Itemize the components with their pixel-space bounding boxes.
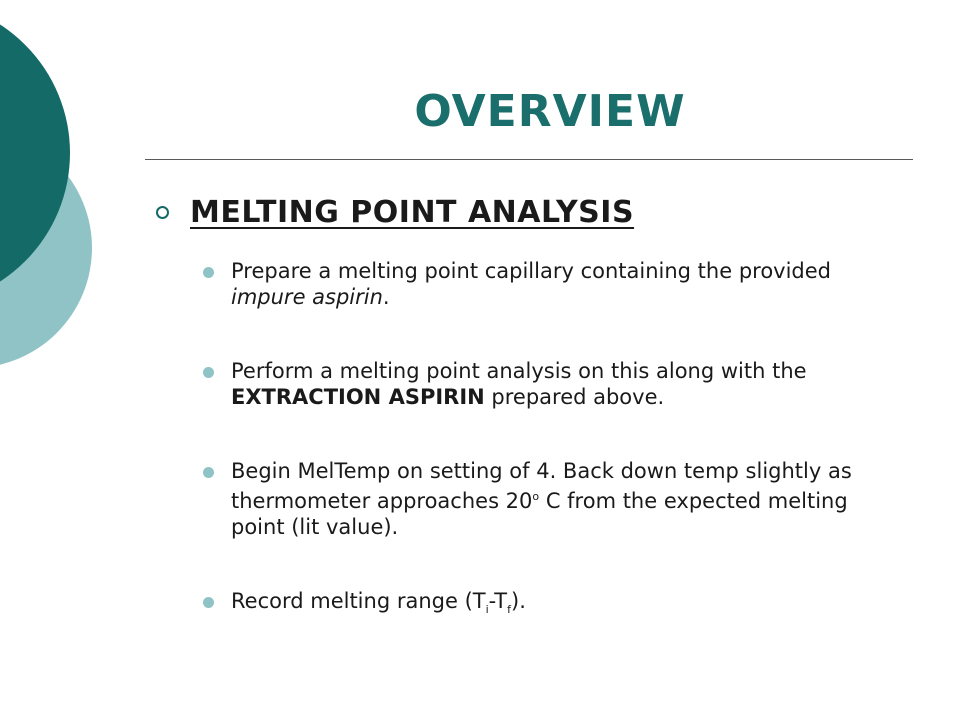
bullet-dot-icon: [203, 267, 214, 278]
section-heading: MELTING POINT ANALYSIS: [190, 195, 635, 230]
bullet-text: [231, 458, 903, 540]
bullet-list: [203, 258, 903, 623]
bullet-text: [231, 258, 903, 310]
bullet-text-part: ).: [511, 589, 526, 613]
impure-aspirin-emphasis: impure aspirin: [231, 285, 383, 309]
bullet-text-part: prepared above.: [484, 385, 665, 409]
bullet-text-part: C from the expected melting point (lit value).: [231, 489, 848, 539]
bullet-text: [231, 588, 903, 623]
bullet-text-part: Record melting range (T: [231, 589, 486, 613]
hollow-circle-bullet-icon: [156, 206, 169, 219]
bullet-dot-icon: [203, 467, 214, 478]
list-item: [203, 588, 903, 623]
slide-title: OVERVIEW: [414, 86, 686, 137]
bullet-text: [231, 358, 903, 410]
subscript-initial: i: [485, 603, 489, 617]
bullet-text-part: -T: [488, 589, 508, 613]
subscript-final: f: [507, 603, 512, 617]
bullet-dot-icon: [203, 367, 214, 378]
bullet-dot-icon: [203, 597, 214, 608]
bullet-text-part: .: [382, 285, 390, 309]
list-item: [203, 458, 903, 540]
bullet-text-part: Begin MelTemp on setting of 4. Back down temp slightly as thermometer approaches 20: [231, 459, 852, 513]
degree-superscript: o: [532, 490, 540, 503]
bullet-text-part: Prepare a melting point capillary containing the provided: [231, 259, 832, 283]
list-item: [203, 258, 903, 310]
bullet-text-part: Perform a melting point analysis on this along with the: [231, 359, 807, 383]
title-divider: [145, 159, 913, 160]
extraction-aspirin-emphasis: EXTRACTION ASPIRIN: [231, 385, 485, 409]
list-item: [203, 358, 903, 410]
